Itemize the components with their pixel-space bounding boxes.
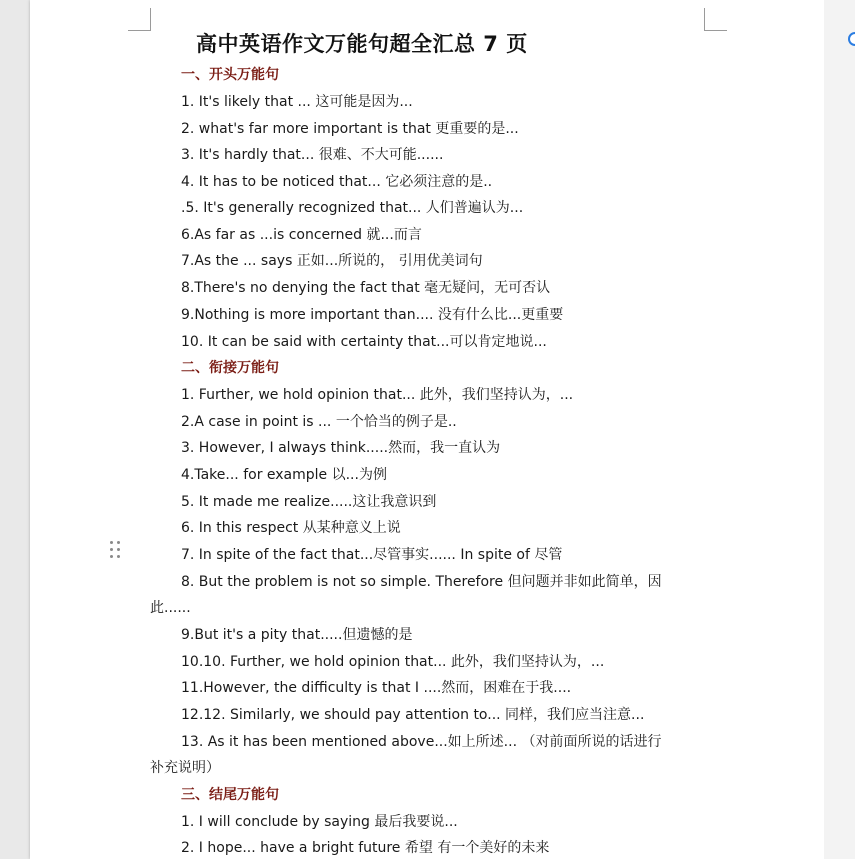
sentence-line: 10. It can be said with certainty that...可以肯定地说... <box>181 334 547 350</box>
sentence-line: 4. It has to be noticed that... 它必须注意的是.. <box>181 174 493 190</box>
section-heading-opening: 一、开头万能句 <box>181 67 279 83</box>
right-side-panel <box>824 0 855 859</box>
sentence-line: 12.12. Similarly, we should pay attention to... 同样，我们应当注意... <box>181 707 645 723</box>
sentence-line: 5. It made me realize.....这让我意识到 <box>181 494 437 510</box>
assistant-icon[interactable] <box>848 32 855 46</box>
document-title: 高中英语作文万能句超全汇总 7 页 <box>196 32 528 56</box>
sentence-line: 4.Take... for example 以...为例 <box>181 467 387 483</box>
sentence-line: 2.A case in point is ... 一个恰当的例子是.. <box>181 414 457 430</box>
section-heading-transition: 二、衔接万能句 <box>181 360 279 376</box>
sentence-line-continuation: 此...... <box>150 600 191 616</box>
page-margin-corner-top-right <box>704 8 727 31</box>
sentence-line: 7. In spite of the fact that...尽管事实...... In spite of 尽管 <box>181 547 563 563</box>
sentence-line: 13. As it has been mentioned above...如上所述... （对前面所说的话进行 <box>181 734 662 750</box>
sentence-line: 1. Further, we hold opinion that... 此外，我们坚持认为，... <box>181 387 574 403</box>
sentence-line: 8.There's no denying the fact that 毫无疑问，无可否认 <box>181 280 551 296</box>
sentence-line: 9.But it's a pity that.....但遗憾的是 <box>181 627 413 643</box>
sentence-line: 10.10. Further, we hold opinion that... 此外，我们坚持认为，... <box>181 654 605 670</box>
page-margin-corner-top-left <box>128 8 151 31</box>
sentence-line: 6.As far as ...is concerned 就...而言 <box>181 227 422 243</box>
sentence-line: 1. I will conclude by saying 最后我要说... <box>181 814 458 830</box>
sentence-line: 3. However, I always think.....然而，我一直认为 <box>181 440 501 456</box>
sentence-line: .5. It's generally recognized that... 人们普遍认为... <box>181 200 524 216</box>
sentence-line: 9.Nothing is more important than.... 没有什么比...更重要 <box>181 307 564 323</box>
sentence-line: 6. In this respect 从某种意义上说 <box>181 520 401 536</box>
sentence-line: 1. It's likely that ... 这可能是因为... <box>181 94 413 110</box>
paragraph-drag-handle-icon[interactable] <box>108 541 124 559</box>
section-heading-closing: 三、结尾万能句 <box>181 787 279 803</box>
sentence-line: 2. I hope... have a bright future 希望 有一个美好的未来 <box>181 840 550 856</box>
sentence-line: 8. But the problem is not so simple. Therefore 但问题并非如此简单，因 <box>181 574 662 590</box>
sentence-line: 2. what's far more important is that 更重要的是... <box>181 121 519 137</box>
sentence-line: 11.However, the difficulty is that I ....然而，困难在于我.... <box>181 680 572 696</box>
sentence-line: 3. It's hardly that... 很难、不大可能...... <box>181 147 444 163</box>
sentence-line-continuation: 补充说明） <box>150 760 220 776</box>
sentence-line: 7.As the ... says 正如...所说的， 引用优美词句 <box>181 253 483 269</box>
